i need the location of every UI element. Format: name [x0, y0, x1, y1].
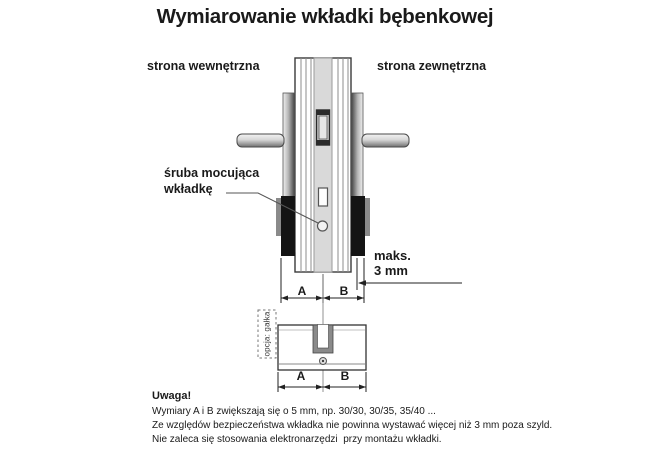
- note-line: Wymiary A i B zwiększają się o 5 mm, np. 30/30, 30/35, 35/40 ...: [152, 406, 436, 417]
- label-max-line1: maks.: [374, 248, 411, 263]
- dimension-b-lower: B: [340, 369, 350, 383]
- label-inner-side: strona wewnętrzna: [147, 59, 260, 73]
- label-fixing-screw-line1: śruba mocująca: [164, 166, 260, 180]
- label-outer-side: strona zewnętrzna: [377, 59, 487, 73]
- dimension-a-lower: A: [296, 369, 306, 383]
- fixing-screw-dot: [322, 360, 324, 362]
- label-max-protrusion: [374, 248, 411, 278]
- page-title: Wymiarowanie wkładki bębenkowej: [156, 5, 494, 28]
- note-line: Nie zaleca się stosowania elektronarzędzi przy montażu wkładki.: [152, 434, 442, 445]
- label-fixing-screw: [164, 166, 259, 197]
- label-max-line2: 3 mm: [374, 263, 408, 278]
- label-fixing-screw-line2: wkładkę: [164, 181, 213, 196]
- dimension-b-upper: B: [339, 284, 349, 298]
- door-cross-section: [295, 58, 351, 272]
- cylinder-cam-upper: [317, 110, 330, 145]
- note-line: Ze względów bezpieczeństwa wkładka nie powinna wystawać więcej niż 3 mm poza szyld.: [152, 420, 553, 431]
- notes-heading: Uwaga!: [152, 390, 192, 402]
- cylinder-side-view: [278, 324, 366, 370]
- cam-slot: [313, 324, 333, 353]
- max-protrusion-arrow: [358, 280, 462, 286]
- spindle-right: [362, 134, 409, 147]
- escutcheon-plate-right: [351, 196, 365, 256]
- notes-block: [152, 390, 632, 447]
- cylinder-cam-lower: [319, 188, 328, 206]
- fixing-screw: [318, 221, 328, 231]
- knob-option-label: opcja: gałka: [262, 311, 272, 357]
- cylinder-channel: [314, 58, 332, 272]
- dimension-a-upper: A: [297, 284, 307, 298]
- spindle-left: [237, 134, 284, 147]
